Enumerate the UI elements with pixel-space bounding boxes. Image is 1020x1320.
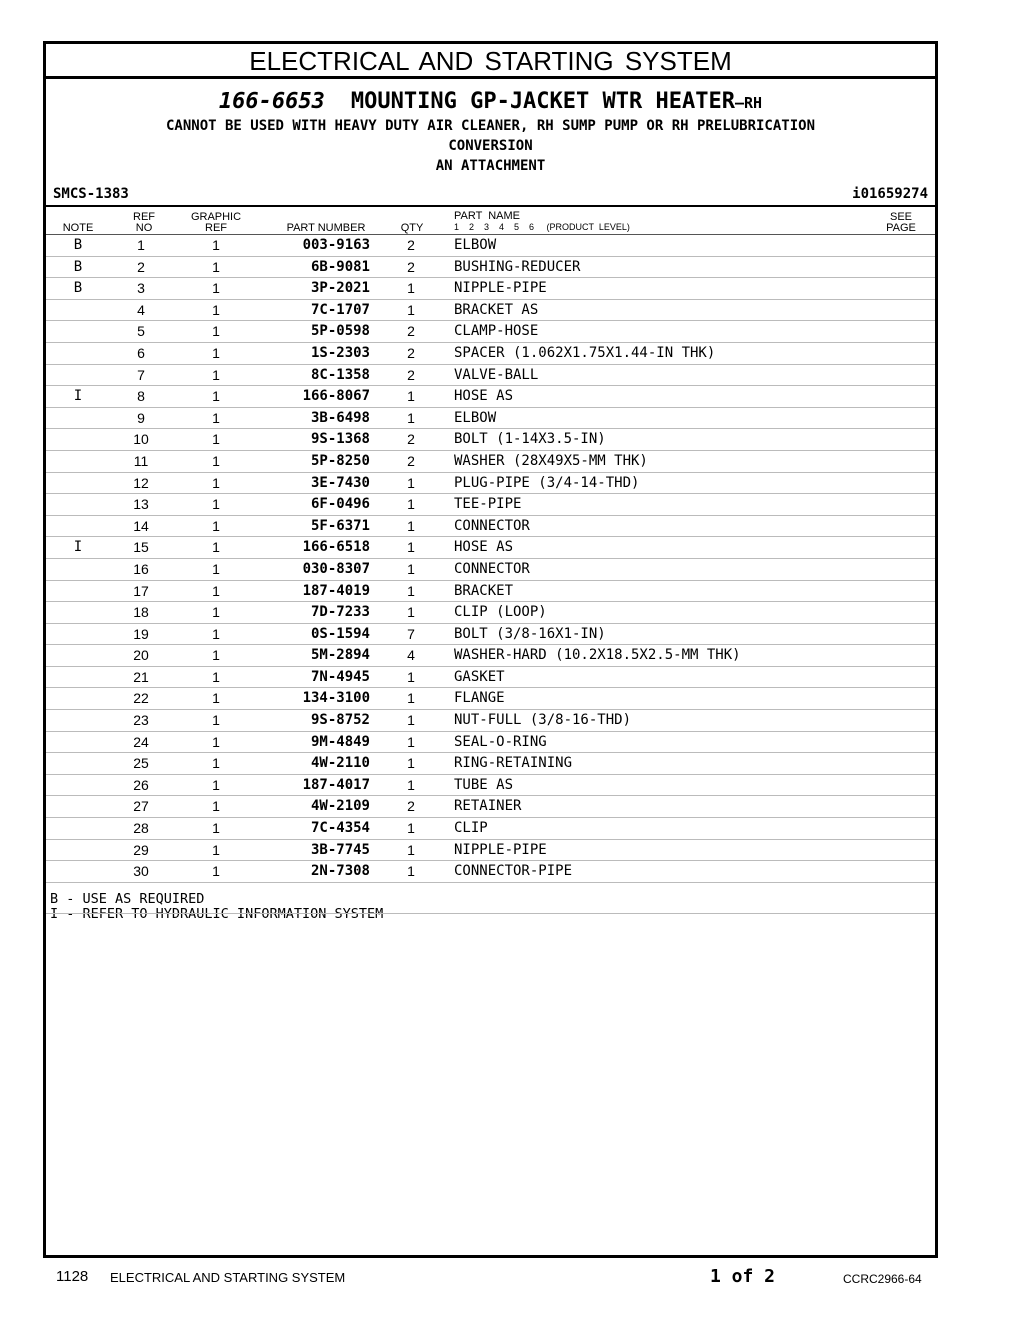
- qty-cell: 2: [407, 431, 415, 448]
- part-number-cell: 7C-1707: [310, 301, 370, 318]
- ref-no-cell: 21: [133, 668, 149, 685]
- table-row: [46, 537, 935, 559]
- part-number-cell: 6B-9081: [310, 258, 370, 275]
- graphic-ref-cell: 1: [212, 733, 220, 750]
- note-cell: B: [73, 258, 83, 275]
- col-product-levels: 1 2 3 4 5 6 (PRODUCT LEVEL): [454, 222, 630, 232]
- ref-no-cell: 4: [137, 301, 145, 318]
- note-cell: I: [73, 388, 83, 405]
- table-row: [46, 559, 935, 581]
- part-name-cell: SEAL-O-RING: [454, 733, 547, 750]
- footnote-i: I - REFER TO HYDRAULIC INFORMATION SYSTEM: [50, 906, 384, 922]
- part-number-cell: 4W-2110: [310, 755, 370, 772]
- qty-cell: 1: [407, 388, 415, 405]
- footnote-b: B - USE AS REQUIRED: [50, 891, 205, 907]
- qty-cell: 1: [407, 863, 415, 880]
- qty-cell: 2: [407, 258, 415, 275]
- col-qty: QTY: [400, 222, 424, 234]
- graphic-ref-cell: 1: [212, 712, 220, 729]
- table-row: [46, 365, 935, 387]
- ref-no-cell: 11: [133, 452, 149, 469]
- system-title: ELECTRICAL AND STARTING SYSTEM: [46, 44, 935, 79]
- table-row: [46, 688, 935, 710]
- qty-cell: 1: [407, 733, 415, 750]
- part-number-cell: 9M-4849: [310, 733, 370, 750]
- part-name-cell: ELBOW: [454, 409, 497, 426]
- part-name-cell: CLAMP-HOSE: [454, 323, 539, 340]
- ref-no-cell: 26: [133, 776, 149, 793]
- ref-no-cell: 1: [137, 237, 145, 253]
- col-graphic-ref-1: GRAPHIC: [190, 211, 242, 223]
- qty-cell: 1: [407, 474, 415, 491]
- ref-no-cell: 20: [133, 647, 149, 664]
- part-name-cell: NIPPLE-PIPE: [454, 841, 547, 858]
- graphic-ref-cell: 1: [212, 323, 220, 340]
- part-name-cell: GASKET: [454, 668, 505, 685]
- qty-cell: 1: [407, 604, 415, 621]
- graphic-ref-cell: 1: [212, 280, 220, 297]
- ref-no-cell: 27: [133, 798, 149, 815]
- part-number-cell: 5M-2894: [310, 647, 370, 664]
- ref-no-cell: 25: [133, 755, 149, 772]
- part-name-cell: RING-RETAINING: [454, 755, 573, 772]
- graphic-ref-cell: 1: [212, 647, 220, 664]
- part-name-cell: BOLT (1-14X3.5-IN): [454, 431, 606, 448]
- part-name-cell: BUSHING-REDUCER: [454, 258, 581, 275]
- table-row: [46, 753, 935, 775]
- graphic-ref-cell: 1: [212, 452, 220, 469]
- table-row: [46, 429, 935, 451]
- part-number-cell: 003-9163: [302, 237, 370, 253]
- col-part-number: PART NUMBER: [286, 222, 366, 234]
- ref-no-cell: 8: [137, 388, 145, 405]
- part-name-cell: WASHER (28X49X5-MM THK): [454, 452, 648, 469]
- part-name-cell: BRACKET AS: [454, 301, 539, 318]
- qty-cell: 1: [407, 301, 415, 318]
- table-row: [46, 516, 935, 538]
- ref-no-cell: 15: [133, 539, 149, 556]
- ref-no-cell: 12: [133, 474, 149, 491]
- part-number-cell: 9S-8752: [310, 712, 370, 729]
- part-name-cell: HOSE AS: [454, 388, 514, 405]
- part-number-cell: 3B-6498: [310, 409, 370, 426]
- col-ref-1: REF: [133, 211, 155, 223]
- footer-section: ELECTRICAL AND STARTING SYSTEM: [110, 1270, 346, 1285]
- qty-cell: 2: [407, 798, 415, 815]
- group-name: MOUNTING GP-JACKET WTR HEATER: [350, 89, 735, 114]
- ref-no-cell: 9: [137, 409, 145, 426]
- ref-no-cell: 2: [137, 258, 145, 275]
- col-graphic-ref-2: REF: [205, 222, 227, 234]
- graphic-ref-cell: 1: [212, 301, 220, 318]
- qty-cell: 1: [407, 668, 415, 685]
- table-row: [46, 408, 935, 430]
- table-row: [46, 796, 935, 818]
- part-number-cell: 5P-8250: [310, 452, 370, 469]
- qty-cell: 1: [407, 841, 415, 858]
- col-see-page-1: SEE: [889, 211, 912, 223]
- part-number-cell: 4W-2109: [310, 798, 370, 815]
- illustration-id: i01659274: [852, 186, 928, 202]
- group-note-line-1: CANNOT BE USED WITH HEAVY DUTY AIR CLEANER, RH SUMP PUMP OR RH PRELUBRICATION: [165, 118, 815, 134]
- ref-no-cell: 17: [133, 582, 149, 599]
- graphic-ref-cell: 1: [212, 841, 220, 858]
- ref-no-cell: 30: [133, 863, 149, 880]
- part-number-cell: 2N-7308: [310, 863, 370, 880]
- part-number-cell: 166-8067: [302, 388, 370, 405]
- table-row: [46, 581, 935, 603]
- smcs-code: SMCS-1383: [53, 186, 129, 202]
- graphic-ref-cell: 1: [212, 409, 220, 426]
- qty-cell: 1: [407, 712, 415, 729]
- part-name-cell: CLIP: [454, 820, 488, 837]
- qty-cell: 1: [407, 820, 415, 837]
- part-number-cell: 166-6518: [302, 539, 370, 556]
- part-number-cell: 7C-4354: [310, 820, 370, 837]
- qty-cell: 2: [407, 237, 415, 253]
- part-number-cell: 6F-0496: [310, 496, 370, 513]
- part-number-cell: 7D-7233: [310, 604, 370, 621]
- qty-cell: 2: [407, 344, 415, 361]
- part-name-cell: CONNECTOR: [454, 560, 530, 577]
- qty-cell: 1: [407, 560, 415, 577]
- part-name-cell: VALVE-BALL: [454, 366, 539, 383]
- graphic-ref-cell: 1: [212, 755, 220, 772]
- graphic-ref-cell: 1: [212, 366, 220, 383]
- part-name-cell: CONNECTOR-PIPE: [454, 863, 573, 880]
- part-number-cell: 9S-1368: [310, 431, 370, 448]
- graphic-ref-cell: 1: [212, 474, 220, 491]
- table-row: [46, 667, 935, 689]
- graphic-ref-cell: 1: [212, 863, 220, 880]
- ref-no-cell: 13: [133, 496, 149, 513]
- qty-cell: 1: [407, 582, 415, 599]
- part-name-cell: BOLT (3/8-16X1-IN): [454, 625, 606, 642]
- part-number-cell: 3P-2021: [310, 280, 370, 297]
- part-number-cell: 187-4019: [302, 582, 370, 599]
- qty-cell: 1: [407, 690, 415, 707]
- table-row: [46, 321, 935, 343]
- graphic-ref-cell: 1: [212, 237, 220, 253]
- table-row: [46, 818, 935, 840]
- part-number-cell: 8C-1358: [310, 366, 370, 383]
- ref-no-cell: 29: [133, 841, 149, 858]
- table-row: [46, 451, 935, 473]
- qty-cell: 2: [407, 323, 415, 340]
- graphic-ref-cell: 1: [212, 496, 220, 513]
- table-row: [46, 386, 935, 408]
- qty-cell: 1: [407, 539, 415, 556]
- graphic-ref-cell: 1: [212, 258, 220, 275]
- graphic-ref-cell: 1: [212, 431, 220, 448]
- graphic-ref-cell: 1: [212, 798, 220, 815]
- part-name-cell: NIPPLE-PIPE: [454, 280, 547, 297]
- ref-no-cell: 18: [133, 604, 149, 621]
- ref-no-cell: 10: [133, 431, 149, 448]
- part-number-cell: 1S-2303: [310, 344, 370, 361]
- graphic-ref-cell: 1: [212, 539, 220, 556]
- graphic-ref-cell: 1: [212, 582, 220, 599]
- qty-cell: 1: [407, 755, 415, 772]
- part-name-cell: RETAINER: [454, 798, 522, 815]
- page-of: 1 of 2: [710, 1266, 776, 1287]
- part-number-cell: 5F-6371: [310, 517, 370, 534]
- part-name-cell: WASHER-HARD (10.2X18.5X2.5-MM THK): [454, 647, 741, 664]
- group-note-line-2: CONVERSION: [448, 138, 533, 154]
- table-row: [46, 645, 935, 667]
- group-number: 166-6653: [218, 89, 325, 114]
- table-row: [46, 602, 935, 624]
- note-cell: B: [73, 237, 83, 253]
- col-note: NOTE: [62, 222, 94, 234]
- part-number-cell: 5P-0598: [310, 323, 370, 340]
- table-row: [46, 624, 935, 646]
- group-title: [46, 88, 935, 117]
- part-name-cell: NUT-FULL (3/8-16-THD): [454, 712, 632, 729]
- page-frame: [43, 41, 938, 1258]
- part-number-cell: 134-3100: [302, 690, 370, 707]
- ref-no-cell: 5: [137, 323, 145, 340]
- ref-no-cell: 16: [133, 560, 149, 577]
- table-row: [46, 343, 935, 365]
- part-name-cell: PLUG-PIPE (3/4-14-THD): [454, 474, 640, 491]
- graphic-ref-cell: 1: [212, 668, 220, 685]
- table-row: [46, 235, 935, 257]
- ref-no-cell: 7: [137, 366, 145, 383]
- table-row: [46, 278, 935, 300]
- qty-cell: 4: [407, 647, 415, 664]
- part-number-cell: 0S-1594: [310, 625, 370, 642]
- ref-no-cell: 3: [137, 280, 145, 297]
- qty-cell: 1: [407, 517, 415, 534]
- ref-no-cell: 24: [133, 733, 149, 750]
- part-number-cell: 030-8307: [302, 560, 370, 577]
- ref-no-cell: 23: [133, 712, 149, 729]
- part-name-cell: SPACER (1.062X1.75X1.44-IN THK): [454, 344, 716, 361]
- part-name-cell: CONNECTOR: [454, 517, 530, 534]
- table-row: [46, 775, 935, 797]
- ref-no-cell: 28: [133, 820, 149, 837]
- ref-no-cell: 22: [133, 690, 149, 707]
- part-name-cell: FLANGE: [454, 690, 505, 707]
- qty-cell: 7: [407, 625, 415, 642]
- parts-table: [46, 235, 935, 883]
- part-number-cell: 187-4017: [302, 776, 370, 793]
- table-row: [46, 494, 935, 516]
- qty-cell: 1: [407, 496, 415, 513]
- table-row: [46, 300, 935, 322]
- note-cell: B: [73, 280, 83, 297]
- table-row: [46, 257, 935, 279]
- ref-no-cell: 14: [133, 517, 149, 534]
- table-row: [46, 473, 935, 495]
- part-name-cell: BRACKET: [454, 582, 514, 599]
- group-note-line-3: AN ATTACHMENT: [435, 158, 546, 174]
- part-name-cell: CLIP (LOOP): [454, 604, 547, 621]
- qty-cell: 1: [407, 776, 415, 793]
- qty-cell: 2: [407, 452, 415, 469]
- graphic-ref-cell: 1: [212, 604, 220, 621]
- qty-cell: 1: [407, 280, 415, 297]
- graphic-ref-cell: 1: [212, 388, 220, 405]
- group-suffix: —RH: [734, 94, 763, 112]
- graphic-ref-cell: 1: [212, 560, 220, 577]
- part-name-cell: HOSE AS: [454, 539, 514, 556]
- footnote-divider: [46, 913, 935, 914]
- part-name-cell: ELBOW: [454, 237, 497, 253]
- qty-cell: 2: [407, 366, 415, 383]
- table-row: [46, 732, 935, 754]
- col-ref-2: NO: [135, 222, 153, 234]
- graphic-ref-cell: 1: [212, 820, 220, 837]
- part-name-cell: TUBE AS: [454, 776, 514, 793]
- col-part-name: PART NAME: [454, 210, 521, 222]
- graphic-ref-cell: 1: [212, 776, 220, 793]
- ref-no-cell: 6: [137, 344, 145, 361]
- graphic-ref-cell: 1: [212, 344, 220, 361]
- ref-no-cell: 19: [133, 625, 149, 642]
- note-cell: I: [73, 539, 83, 556]
- col-see-page-2: PAGE: [886, 222, 916, 234]
- part-number-cell: 3B-7745: [310, 841, 370, 858]
- graphic-ref-cell: 1: [212, 517, 220, 534]
- doc-code: CCRC2966-64: [843, 1272, 922, 1286]
- part-name-cell: TEE-PIPE: [454, 496, 522, 513]
- header-divider: [46, 205, 935, 207]
- qty-cell: 1: [407, 409, 415, 426]
- part-number-cell: 7N-4945: [310, 668, 370, 685]
- table-row: [46, 710, 935, 732]
- table-row: [46, 861, 935, 883]
- footnotes: [50, 892, 383, 922]
- part-number-cell: 3E-7430: [310, 474, 370, 491]
- graphic-ref-cell: 1: [212, 625, 220, 642]
- page-number: 1128: [56, 1268, 89, 1285]
- graphic-ref-cell: 1: [212, 690, 220, 707]
- table-row: [46, 840, 935, 862]
